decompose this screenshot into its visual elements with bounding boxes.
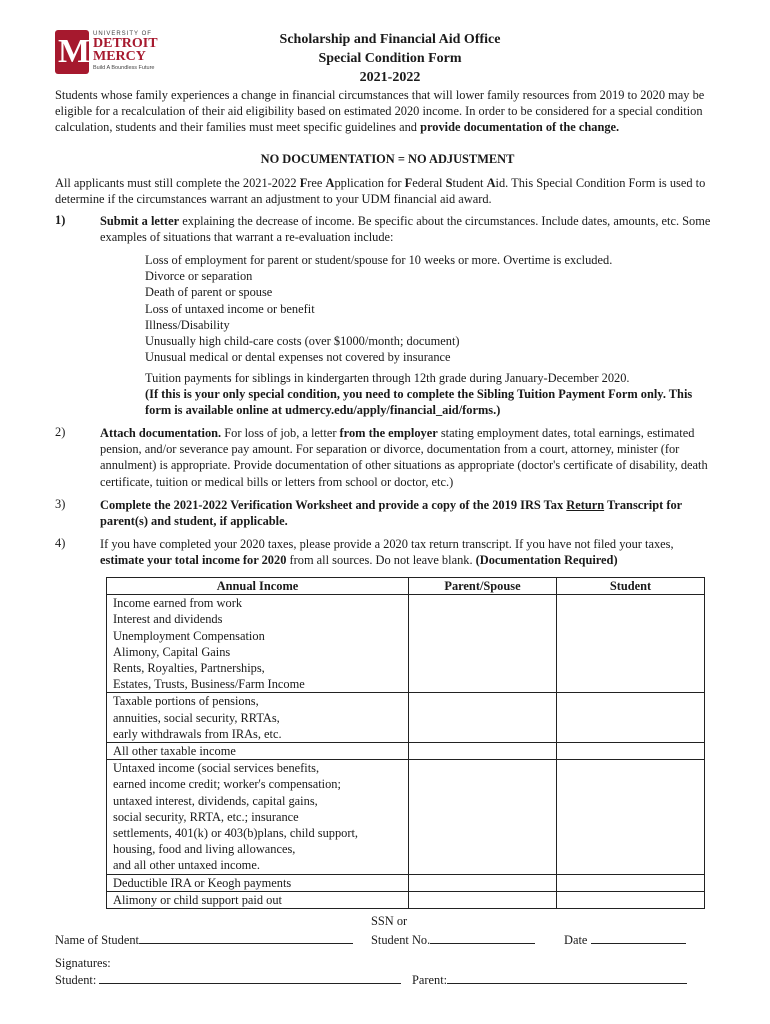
aa-c: pplication for [334, 176, 405, 190]
parent-cell[interactable] [409, 743, 557, 760]
table-row [107, 891, 705, 908]
row-line: Income earned from work [113, 596, 243, 611]
aa-f2: F [404, 176, 413, 190]
intro-bold: provide documentation of the change. [420, 120, 620, 135]
step3-a: Complete the 2021-2022 Verification Worksheet and provide a copy of the 2019 IRS Tax [100, 498, 567, 512]
aa-e: tudent [452, 176, 487, 190]
ssn-field[interactable] [371, 931, 535, 948]
row-line: Alimony, Capital Gains [113, 644, 231, 659]
col-annual-income: Annual Income [107, 578, 409, 595]
student-cell[interactable] [557, 743, 705, 760]
table-row [107, 743, 705, 760]
logo-mark [55, 30, 89, 74]
logo-letter: M [58, 33, 91, 70]
parent-sig-label: Parent: [412, 973, 448, 987]
step4-number: 4) [55, 536, 66, 550]
ssn-label: Student No. [371, 933, 431, 947]
step4-text [100, 536, 715, 568]
step1-tuition [145, 370, 705, 419]
col-student: Student [557, 578, 705, 595]
student-sig-label: Student: [55, 973, 97, 987]
step2-b: stating employment dates, total earnings, estimated pension, and/or severance pay amount. For separation or divorce, documentation from a court, attorney, minister (for annulment) is appropriate. Provide documentation of other situations as appropriate (doctor's certificate of disability, death certificate, tuition or medical bills or letters from school or doctor, etc.) [100, 426, 708, 489]
student-cell[interactable] [557, 693, 705, 743]
student-name-field[interactable] [55, 931, 353, 948]
step3-return: Return [566, 498, 605, 512]
col-parent-spouse: Parent/Spouse [409, 578, 557, 595]
aa-f: id. This Special Condition Form is used to determine if the circumstances warrant an adjustment to your UDM financial aid award. [55, 176, 706, 207]
parent-cell[interactable] [409, 595, 557, 693]
step2-a: For loss of job, a letter [221, 426, 340, 440]
logo-detroit: DETROIT [93, 36, 158, 51]
table-row [107, 760, 705, 874]
parent-cell[interactable] [409, 891, 557, 908]
form-title [200, 30, 580, 87]
row-line: and all other untaxed income. [113, 858, 260, 873]
step4-bold1: estimate your total income for 2020 [100, 553, 287, 568]
step1-text [100, 213, 715, 245]
aa-a: All applicants must still complete the 2021-2022 [55, 176, 300, 190]
aa-f1: F [299, 176, 308, 190]
list-item: Death of parent or spouse [145, 285, 273, 300]
row-line: Taxable portions of pensions, [113, 694, 259, 709]
list-item: Loss of employment for parent or student/spouse for 10 weeks or more. Overtime is excluded. [145, 253, 613, 267]
row-line: early withdrawals from IRAs, etc. [113, 726, 282, 741]
table-row [107, 595, 705, 693]
step2-bold: from the employer [339, 426, 438, 440]
row-line: untaxed interest, dividends, capital gains, [113, 793, 318, 808]
tuition-text: Tuition payments for siblings in kindergarten through 12th grade during January-December 2020. [145, 371, 630, 385]
student-signature-field[interactable] [55, 971, 401, 988]
list-item: Loss of untaxed income or benefit [145, 301, 315, 316]
date-line[interactable] [591, 931, 686, 944]
university-logo [55, 30, 165, 76]
parent-sig-line[interactable] [447, 971, 687, 984]
student-cell[interactable] [557, 760, 705, 874]
list-item: Unusual medical or dental expenses not covered by insurance [145, 350, 451, 365]
parent-cell[interactable] [409, 760, 557, 874]
list-item: Illness/Disability [145, 317, 230, 332]
row-line: housing, food and living allowances, [113, 842, 296, 857]
intro-text: Students whose family experiences a change in financial circumstances that will lower family resources from 2019 to 2020 may be eligible for a recalculation of their aid eligibility based on estimated 2020 income. In order to be considered for a special condition calculation, students and their families must meet specific guidelines and [55, 88, 705, 135]
parent-cell[interactable] [409, 693, 557, 743]
table-row [107, 693, 705, 743]
title-year: 2021-2022 [359, 70, 421, 85]
row-label: Deductible IRA or Keogh payments [107, 874, 409, 891]
step3-text [100, 497, 715, 529]
title-office: Scholarship and Financial Aid Office [279, 32, 501, 47]
signatures-label: Signatures: [55, 956, 111, 970]
aa-b: ree [307, 176, 326, 190]
step1-examples [145, 252, 715, 365]
student-cell[interactable] [557, 595, 705, 693]
row-label [107, 595, 409, 693]
logo-tagline: Build A Boundless Future [93, 65, 155, 71]
row-line: social security, RRTA, etc.; insurance [113, 809, 299, 824]
ssn-label-top: SSN or [371, 914, 408, 928]
name-label: Name of Student [55, 933, 139, 947]
aa-d: ederal [412, 176, 446, 190]
row-line: earned income credit; worker's compensation; [113, 777, 341, 792]
step1-lead: Submit a letter [100, 214, 180, 228]
row-line: Rents, Royalties, Partnerships, [113, 661, 265, 676]
no-documentation-notice: NO DOCUMENTATION = NO ADJUSTMENT [260, 152, 515, 166]
row-line: Untaxed income (social services benefits, [113, 761, 320, 776]
step2-number: 2) [55, 425, 66, 439]
step3-number: 3) [55, 497, 66, 511]
row-line: Unemployment Compensation [113, 628, 265, 643]
student-cell[interactable] [557, 891, 705, 908]
logo-wordmark [93, 37, 158, 63]
parent-cell[interactable] [409, 874, 557, 891]
date-field[interactable] [564, 931, 686, 948]
ssn-line[interactable] [430, 931, 535, 944]
row-line: annuities, social security, RRTAs, [113, 710, 280, 725]
step4-a: If you have completed your 2020 taxes, please provide a 2020 tax return transcript. If you have not filed your taxes, [100, 537, 674, 551]
step2-lead: Attach documentation. [100, 426, 222, 440]
name-line[interactable] [139, 931, 353, 944]
table-header-row [107, 578, 705, 595]
aa-a1: A [325, 176, 335, 190]
intro-paragraph [55, 87, 720, 136]
step3-b: Transcript for parent(s) and student, if applicable. [100, 498, 682, 529]
tuition-note: (If this is your only special condition, you need to complete the Sibling Tuition Payment Form only. This form is available online at udmercy.edu/apply/financial_aid/forms.) [145, 387, 693, 418]
parent-signature-field[interactable] [412, 971, 687, 988]
logo-mercy: MERCY [93, 49, 146, 64]
all-applicants-paragraph [55, 175, 720, 207]
row-line: Interest and dividends [113, 612, 223, 627]
student-cell[interactable] [557, 874, 705, 891]
step4-bold2: (Documentation Required) [475, 553, 618, 568]
aa-a2: A [486, 176, 496, 190]
step2-text [100, 425, 715, 490]
aa-s: S [445, 176, 453, 190]
step4-b: from all sources. Do not leave blank. [286, 553, 476, 568]
student-sig-line[interactable] [99, 971, 401, 984]
row-label: All other taxable income [107, 743, 409, 760]
income-table [106, 577, 705, 909]
step1-number: 1) [55, 213, 66, 227]
row-line: settlements, 401(k) or 403(b)plans, child support, [113, 826, 359, 841]
row-line: Estates, Trusts, Business/Farm Income [113, 677, 305, 692]
table-row [107, 874, 705, 891]
title-form: Special Condition Form [318, 51, 462, 66]
row-label: Alimony or child support paid out [107, 891, 409, 908]
list-item: Unusually high child-care costs (over $1000/month; document) [145, 334, 460, 349]
step1-body: explaining the decrease of income. Be specific about the circumstances. Include dates, amounts, etc. Some examples of situations that warrant a re-evaluation include: [100, 214, 711, 245]
date-label: Date [564, 933, 588, 947]
row-label [107, 760, 409, 874]
row-label [107, 693, 409, 743]
logo-line1: UNIVERSITY OF [93, 31, 152, 37]
list-item: Divorce or separation [145, 269, 253, 284]
